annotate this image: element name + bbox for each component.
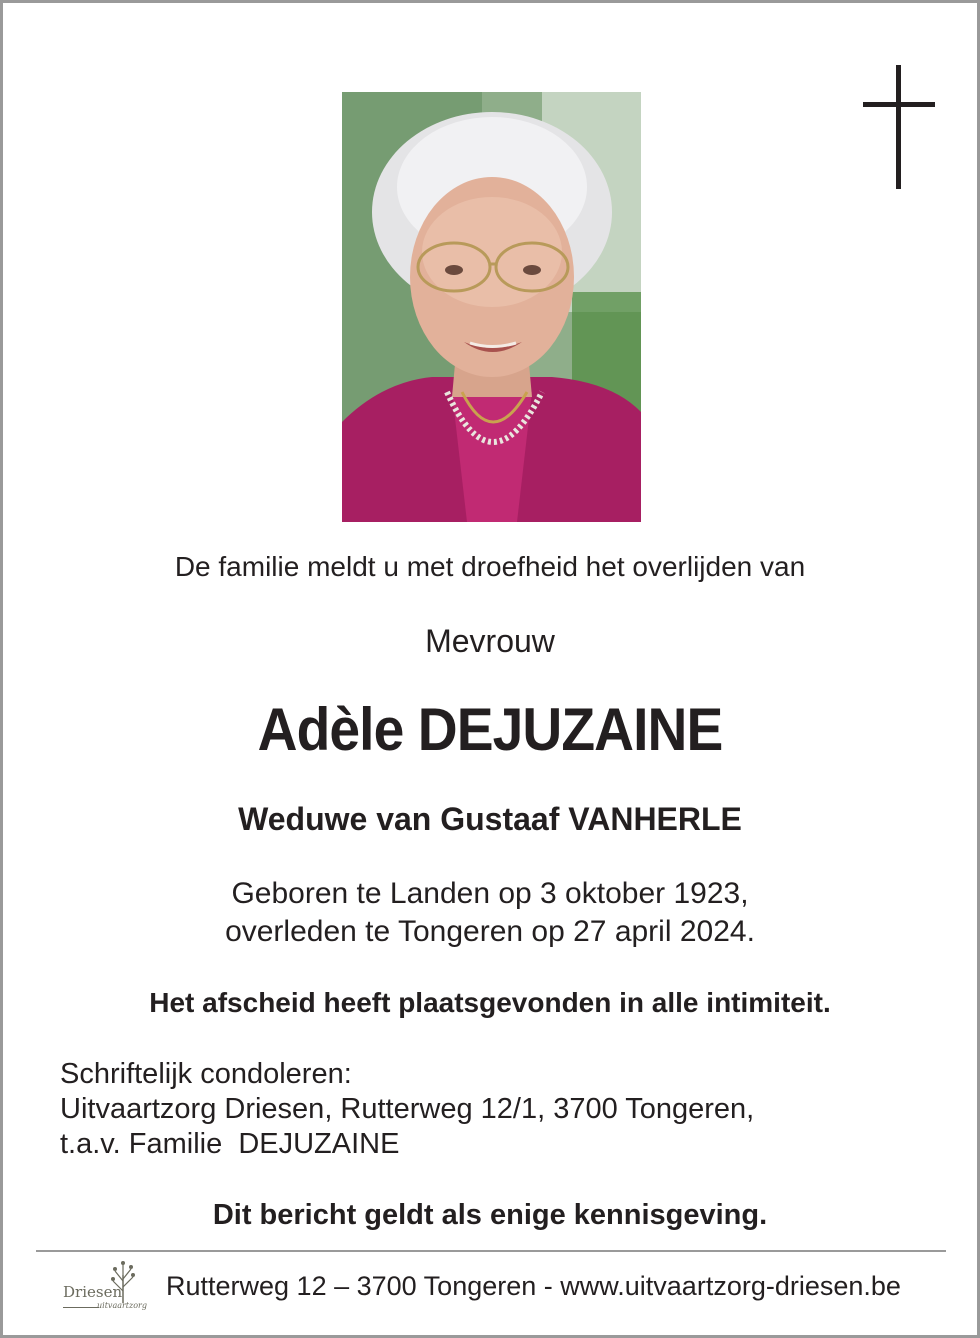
condolence-line-3: t.a.v. Familie DEJUZAINE	[60, 1128, 400, 1160]
birth-line: Geboren te Landen op 3 oktober 1923,	[231, 877, 749, 910]
farewell-text: Het afscheid heeft plaatsgevonden in alle intimiteit.	[149, 987, 831, 1018]
condolence-block	[60, 1057, 754, 1162]
footer-divider	[36, 1250, 946, 1252]
logo-name: Driesen	[63, 1283, 123, 1301]
condolence-line-1: Schriftelijk condoleren:	[60, 1058, 352, 1090]
logo-rule	[63, 1307, 99, 1308]
salutation: Mevrouw	[425, 623, 555, 659]
cross-icon	[863, 65, 935, 189]
intro-text: De familie meldt u met droefheid het overlijden van	[174, 551, 806, 582]
footer-address: Rutterweg 12 – 3700 Tongeren - www.uitvaartzorg-driesen.be	[166, 1271, 901, 1301]
logo-subtitle: uitvaartzorg	[97, 1301, 147, 1310]
relation-text: Weduwe van Gustaaf VANHERLE	[238, 801, 742, 837]
death-line: overleden te Tongeren op 27 april 2024.	[225, 915, 755, 948]
closing-text: Dit bericht geldt als enige kennisgeving.	[212, 1199, 768, 1231]
condolence-line-2: Uitvaartzorg Driesen, Rutterweg 12/1, 3700 Tongeren,	[60, 1093, 755, 1125]
portrait-photo	[342, 92, 641, 522]
company-logo	[61, 1261, 145, 1317]
deceased-name: Adèle DEJUZAINE	[257, 696, 723, 763]
